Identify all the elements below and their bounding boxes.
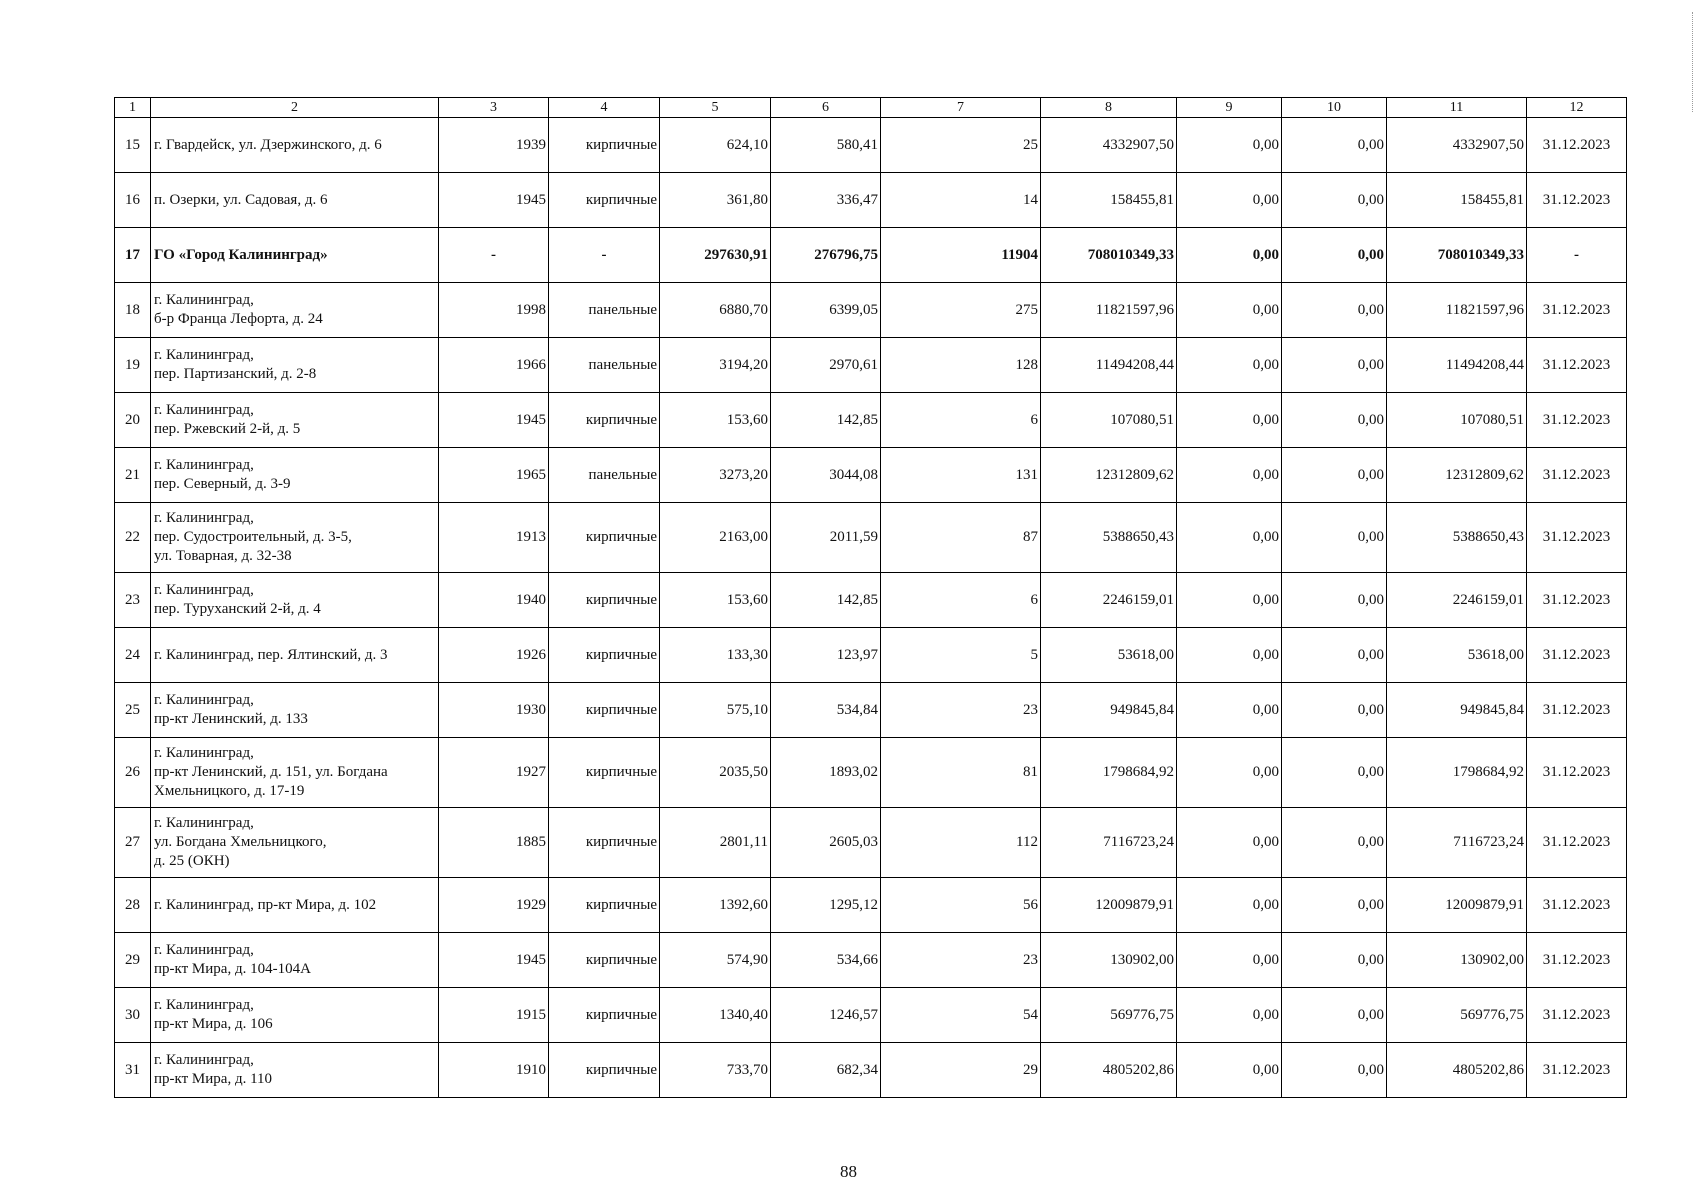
residents-cell: 131 — [881, 448, 1041, 503]
fund-a-cell: 0,00 — [1177, 738, 1282, 808]
material-cell: кирпичные — [549, 1043, 660, 1098]
residents-cell: 112 — [881, 808, 1041, 878]
fund-c-cell: 7116723,24 — [1387, 808, 1527, 878]
fund-c-cell: 708010349,33 — [1387, 228, 1527, 283]
table-row — [115, 1043, 1627, 1098]
area-living-cell: 2011,59 — [771, 503, 881, 573]
column-number-row — [115, 98, 1627, 118]
area-total-cell: 574,90 — [660, 933, 771, 988]
fund-a-cell: 0,00 — [1177, 933, 1282, 988]
address-cell: г. Калининград, пер. Ржевский 2-й, д. 5 — [151, 393, 439, 448]
fund-c-cell: 130902,00 — [1387, 933, 1527, 988]
year-cell: 1945 — [439, 933, 549, 988]
material-cell: кирпичные — [549, 878, 660, 933]
material-cell: - — [549, 228, 660, 283]
row-number: 22 — [115, 503, 151, 573]
year-cell: 1965 — [439, 448, 549, 503]
residents-cell: 6 — [881, 573, 1041, 628]
fund-c-cell: 11494208,44 — [1387, 338, 1527, 393]
table-row — [115, 118, 1627, 173]
year-cell: 1966 — [439, 338, 549, 393]
fund-b-cell: 0,00 — [1282, 283, 1387, 338]
fund-c-cell: 949845,84 — [1387, 683, 1527, 738]
year-cell: 1930 — [439, 683, 549, 738]
fund-b-cell: 0,00 — [1282, 933, 1387, 988]
column-header: 10 — [1282, 98, 1387, 118]
row-number: 19 — [115, 338, 151, 393]
table-row — [115, 628, 1627, 683]
fund-a-cell: 0,00 — [1177, 808, 1282, 878]
residents-cell: 23 — [881, 683, 1041, 738]
table-row — [115, 503, 1627, 573]
residents-cell: 54 — [881, 988, 1041, 1043]
fund-a-cell: 0,00 — [1177, 503, 1282, 573]
fund-a-cell: 0,00 — [1177, 573, 1282, 628]
fund-a-cell: 0,00 — [1177, 283, 1282, 338]
fund-b-cell: 0,00 — [1282, 173, 1387, 228]
table-row — [115, 988, 1627, 1043]
cost-total-cell: 569776,75 — [1041, 988, 1177, 1043]
fund-b-cell: 0,00 — [1282, 338, 1387, 393]
area-total-cell: 3194,20 — [660, 338, 771, 393]
row-number: 24 — [115, 628, 151, 683]
page-number: 88 — [840, 1162, 857, 1181]
address-cell: г. Калининград, пер. Партизанский, д. 2-8 — [151, 338, 439, 393]
area-living-cell: 336,47 — [771, 173, 881, 228]
fund-c-cell: 4332907,50 — [1387, 118, 1527, 173]
table-row — [115, 393, 1627, 448]
deadline-cell: 31.12.2023 — [1527, 503, 1627, 573]
area-total-cell: 733,70 — [660, 1043, 771, 1098]
year-cell: 1913 — [439, 503, 549, 573]
table-row — [115, 808, 1627, 878]
cost-total-cell: 949845,84 — [1041, 683, 1177, 738]
address-cell: г. Калининград, ул. Богдана Хмельницкого, д. 25 (ОКН) — [151, 808, 439, 878]
residents-cell: 56 — [881, 878, 1041, 933]
cost-total-cell: 1798684,92 — [1041, 738, 1177, 808]
cost-total-cell: 708010349,33 — [1041, 228, 1177, 283]
deadline-cell: 31.12.2023 — [1527, 283, 1627, 338]
table-row — [115, 573, 1627, 628]
area-living-cell: 534,84 — [771, 683, 881, 738]
fund-c-cell: 12312809,62 — [1387, 448, 1527, 503]
fund-c-cell: 1798684,92 — [1387, 738, 1527, 808]
row-number: 23 — [115, 573, 151, 628]
area-living-cell: 2970,61 — [771, 338, 881, 393]
column-header: 1 — [115, 98, 151, 118]
address-cell: г. Калининград, пр-кт Мира, д. 104-104А — [151, 933, 439, 988]
cost-total-cell: 2246159,01 — [1041, 573, 1177, 628]
area-total-cell: 1340,40 — [660, 988, 771, 1043]
residents-cell: 23 — [881, 933, 1041, 988]
fund-c-cell: 53618,00 — [1387, 628, 1527, 683]
material-cell: кирпичные — [549, 808, 660, 878]
material-cell: кирпичные — [549, 738, 660, 808]
table-row — [115, 738, 1627, 808]
deadline-cell: 31.12.2023 — [1527, 118, 1627, 173]
fund-c-cell: 107080,51 — [1387, 393, 1527, 448]
material-cell: панельные — [549, 283, 660, 338]
deadline-cell: 31.12.2023 — [1527, 393, 1627, 448]
row-number: 17 — [115, 228, 151, 283]
material-cell: кирпичные — [549, 118, 660, 173]
residents-cell: 11904 — [881, 228, 1041, 283]
address-cell: г. Калининград, пр-кт Мира, д. 110 — [151, 1043, 439, 1098]
deadline-cell: 31.12.2023 — [1527, 988, 1627, 1043]
area-living-cell: 123,97 — [771, 628, 881, 683]
year-cell: 1929 — [439, 878, 549, 933]
year-cell: 1915 — [439, 988, 549, 1043]
table-row — [115, 283, 1627, 338]
deadline-cell: 31.12.2023 — [1527, 808, 1627, 878]
year-cell: 1910 — [439, 1043, 549, 1098]
address-cell: г. Гвардейск, ул. Дзержинского, д. 6 — [151, 118, 439, 173]
row-number: 15 — [115, 118, 151, 173]
residents-cell: 29 — [881, 1043, 1041, 1098]
table-row — [115, 683, 1627, 738]
area-total-cell: 2163,00 — [660, 503, 771, 573]
table-row-total — [115, 228, 1627, 283]
cost-total-cell: 5388650,43 — [1041, 503, 1177, 573]
fund-a-cell: 0,00 — [1177, 683, 1282, 738]
row-number: 25 — [115, 683, 151, 738]
row-number: 31 — [115, 1043, 151, 1098]
fund-b-cell: 0,00 — [1282, 683, 1387, 738]
fund-a-cell: 0,00 — [1177, 878, 1282, 933]
area-total-cell: 1392,60 — [660, 878, 771, 933]
fund-c-cell: 158455,81 — [1387, 173, 1527, 228]
area-total-cell: 133,30 — [660, 628, 771, 683]
year-cell: 1926 — [439, 628, 549, 683]
deadline-cell: 31.12.2023 — [1527, 878, 1627, 933]
residents-cell: 14 — [881, 173, 1041, 228]
fund-a-cell: 0,00 — [1177, 628, 1282, 683]
scan-edge-mark — [1691, 12, 1693, 112]
row-number: 16 — [115, 173, 151, 228]
housing-table — [114, 97, 1627, 1098]
deadline-cell: 31.12.2023 — [1527, 448, 1627, 503]
area-living-cell: 2605,03 — [771, 808, 881, 878]
material-cell: кирпичные — [549, 988, 660, 1043]
residents-cell: 275 — [881, 283, 1041, 338]
year-cell: 1940 — [439, 573, 549, 628]
year-cell: 1945 — [439, 173, 549, 228]
area-total-cell: 6880,70 — [660, 283, 771, 338]
fund-c-cell: 2246159,01 — [1387, 573, 1527, 628]
deadline-cell: 31.12.2023 — [1527, 683, 1627, 738]
residents-cell: 6 — [881, 393, 1041, 448]
cost-total-cell: 11821597,96 — [1041, 283, 1177, 338]
column-header: 12 — [1527, 98, 1627, 118]
column-header: 9 — [1177, 98, 1282, 118]
fund-a-cell: 0,00 — [1177, 338, 1282, 393]
address-cell: п. Озерки, ул. Садовая, д. 6 — [151, 173, 439, 228]
fund-c-cell: 12009879,91 — [1387, 878, 1527, 933]
table-row — [115, 933, 1627, 988]
fund-b-cell: 0,00 — [1282, 118, 1387, 173]
cost-total-cell: 4332907,50 — [1041, 118, 1177, 173]
table-row — [115, 878, 1627, 933]
fund-b-cell: 0,00 — [1282, 738, 1387, 808]
material-cell: кирпичные — [549, 173, 660, 228]
fund-b-cell: 0,00 — [1282, 228, 1387, 283]
address-cell: г. Калининград, пер. Ялтинский, д. 3 — [151, 628, 439, 683]
fund-c-cell: 11821597,96 — [1387, 283, 1527, 338]
deadline-cell: 31.12.2023 — [1527, 933, 1627, 988]
housing-table-sheet — [114, 97, 1626, 1098]
fund-a-cell: 0,00 — [1177, 118, 1282, 173]
table-row — [115, 338, 1627, 393]
cost-total-cell: 12312809,62 — [1041, 448, 1177, 503]
residents-cell: 25 — [881, 118, 1041, 173]
column-header: 6 — [771, 98, 881, 118]
area-living-cell: 6399,05 — [771, 283, 881, 338]
material-cell: кирпичные — [549, 683, 660, 738]
fund-a-cell: 0,00 — [1177, 1043, 1282, 1098]
fund-b-cell: 0,00 — [1282, 878, 1387, 933]
year-cell: 1885 — [439, 808, 549, 878]
address-cell: ГО «Город Калининград» — [151, 228, 439, 283]
cost-total-cell: 130902,00 — [1041, 933, 1177, 988]
row-number: 28 — [115, 878, 151, 933]
address-cell: г. Калининград, пр-кт Ленинский, д. 133 — [151, 683, 439, 738]
address-cell: г. Калининград, пр-кт Мира, д. 102 — [151, 878, 439, 933]
deadline-cell: - — [1527, 228, 1627, 283]
fund-c-cell: 569776,75 — [1387, 988, 1527, 1043]
cost-total-cell: 7116723,24 — [1041, 808, 1177, 878]
fund-c-cell: 5388650,43 — [1387, 503, 1527, 573]
address-cell: г. Калининград, пер. Северный, д. 3-9 — [151, 448, 439, 503]
area-total-cell: 575,10 — [660, 683, 771, 738]
material-cell: кирпичные — [549, 933, 660, 988]
area-total-cell: 2035,50 — [660, 738, 771, 808]
residents-cell: 5 — [881, 628, 1041, 683]
area-total-cell: 2801,11 — [660, 808, 771, 878]
address-cell: г. Калининград, пер. Судостроительный, д. 3-5, ул. Товарная, д. 32-38 — [151, 503, 439, 573]
column-header: 4 — [549, 98, 660, 118]
cost-total-cell: 107080,51 — [1041, 393, 1177, 448]
area-living-cell: 142,85 — [771, 573, 881, 628]
fund-b-cell: 0,00 — [1282, 503, 1387, 573]
area-living-cell: 1246,57 — [771, 988, 881, 1043]
table-body — [115, 98, 1627, 1098]
year-cell: 1945 — [439, 393, 549, 448]
address-cell: г. Калининград, б-р Франца Лефорта, д. 24 — [151, 283, 439, 338]
area-total-cell: 361,80 — [660, 173, 771, 228]
address-cell: г. Калининград, пр-кт Ленинский, д. 151, ул. Богдана Хмельницкого, д. 17-19 — [151, 738, 439, 808]
fund-a-cell: 0,00 — [1177, 988, 1282, 1043]
fund-b-cell: 0,00 — [1282, 628, 1387, 683]
area-living-cell: 1295,12 — [771, 878, 881, 933]
area-living-cell: 682,34 — [771, 1043, 881, 1098]
fund-a-cell: 0,00 — [1177, 173, 1282, 228]
area-total-cell: 153,60 — [660, 573, 771, 628]
year-cell: - — [439, 228, 549, 283]
fund-b-cell: 0,00 — [1282, 393, 1387, 448]
fund-a-cell: 0,00 — [1177, 393, 1282, 448]
deadline-cell: 31.12.2023 — [1527, 573, 1627, 628]
fund-a-cell: 0,00 — [1177, 448, 1282, 503]
residents-cell: 87 — [881, 503, 1041, 573]
column-header: 8 — [1041, 98, 1177, 118]
row-number: 29 — [115, 933, 151, 988]
cost-total-cell: 4805202,86 — [1041, 1043, 1177, 1098]
deadline-cell: 31.12.2023 — [1527, 338, 1627, 393]
deadline-cell: 31.12.2023 — [1527, 738, 1627, 808]
cost-total-cell: 12009879,91 — [1041, 878, 1177, 933]
cost-total-cell: 53618,00 — [1041, 628, 1177, 683]
fund-b-cell: 0,00 — [1282, 808, 1387, 878]
fund-b-cell: 0,00 — [1282, 988, 1387, 1043]
deadline-cell: 31.12.2023 — [1527, 1043, 1627, 1098]
row-number: 27 — [115, 808, 151, 878]
area-total-cell: 153,60 — [660, 393, 771, 448]
deadline-cell: 31.12.2023 — [1527, 628, 1627, 683]
area-living-cell: 580,41 — [771, 118, 881, 173]
material-cell: панельные — [549, 448, 660, 503]
material-cell: кирпичные — [549, 573, 660, 628]
column-header: 5 — [660, 98, 771, 118]
area-total-cell: 297630,91 — [660, 228, 771, 283]
row-number: 18 — [115, 283, 151, 338]
material-cell: кирпичные — [549, 628, 660, 683]
address-cell: г. Калининград, пр-кт Мира, д. 106 — [151, 988, 439, 1043]
area-total-cell: 624,10 — [660, 118, 771, 173]
deadline-cell: 31.12.2023 — [1527, 173, 1627, 228]
row-number: 26 — [115, 738, 151, 808]
column-header: 2 — [151, 98, 439, 118]
fund-a-cell: 0,00 — [1177, 228, 1282, 283]
row-number: 20 — [115, 393, 151, 448]
material-cell: кирпичные — [549, 503, 660, 573]
cost-total-cell: 11494208,44 — [1041, 338, 1177, 393]
row-number: 30 — [115, 988, 151, 1043]
fund-b-cell: 0,00 — [1282, 1043, 1387, 1098]
residents-cell: 128 — [881, 338, 1041, 393]
area-living-cell: 1893,02 — [771, 738, 881, 808]
column-header: 7 — [881, 98, 1041, 118]
row-number: 21 — [115, 448, 151, 503]
material-cell: панельные — [549, 338, 660, 393]
fund-c-cell: 4805202,86 — [1387, 1043, 1527, 1098]
table-row — [115, 173, 1627, 228]
area-living-cell: 276796,75 — [771, 228, 881, 283]
column-header: 3 — [439, 98, 549, 118]
residents-cell: 81 — [881, 738, 1041, 808]
material-cell: кирпичные — [549, 393, 660, 448]
fund-b-cell: 0,00 — [1282, 573, 1387, 628]
year-cell: 1927 — [439, 738, 549, 808]
year-cell: 1998 — [439, 283, 549, 338]
fund-b-cell: 0,00 — [1282, 448, 1387, 503]
table-row — [115, 448, 1627, 503]
year-cell: 1939 — [439, 118, 549, 173]
area-living-cell: 3044,08 — [771, 448, 881, 503]
area-total-cell: 3273,20 — [660, 448, 771, 503]
column-header: 11 — [1387, 98, 1527, 118]
area-living-cell: 142,85 — [771, 393, 881, 448]
cost-total-cell: 158455,81 — [1041, 173, 1177, 228]
address-cell: г. Калининград, пер. Туруханский 2-й, д. 4 — [151, 573, 439, 628]
area-living-cell: 534,66 — [771, 933, 881, 988]
